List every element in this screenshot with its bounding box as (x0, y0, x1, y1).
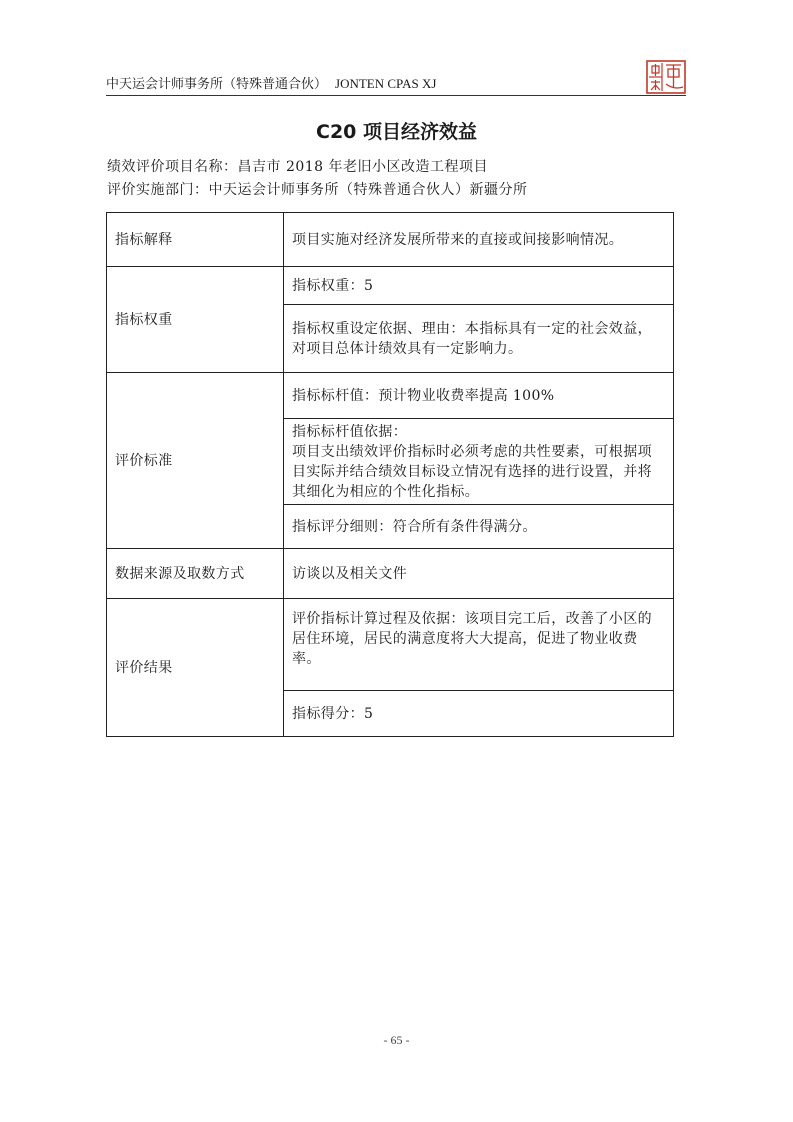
criteria-basis-text: 项目支出绩效评价指标时必须考虑的共性要素，可根据项目实际并结合绩效目标设立情况有选择的进行设置，并将其细化为相应的个性化指标。 (292, 443, 652, 500)
value-result-process: 评价指标计算过程及依据：该项目完工后，改善了小区的居住环境，居民的满意度将大大提高，促进了物业收费率。 (284, 599, 674, 691)
value-result-score: 指标得分：5 (284, 691, 674, 737)
value-data-source: 访谈以及相关文件 (284, 549, 674, 599)
row-data-source (107, 549, 674, 599)
header-firm (106, 73, 436, 92)
page-header (106, 68, 686, 94)
value-weight-basis: 指标权重设定依据、理由：本指标具有一定的社会效益，对项目总体计绩效具有一定影响力。 (284, 305, 674, 373)
criteria-basis-title: 指标标杆值依据： (292, 423, 408, 440)
page-title: C20 项目经济效益 (316, 121, 477, 143)
value-criteria-scoring: 指标评分细则：符合所有条件得满分。 (284, 505, 674, 549)
evaluation-table (106, 212, 674, 737)
label-evaluation-result: 评价结果 (107, 599, 284, 737)
seal-logo-icon (646, 60, 686, 94)
value-criteria-basis (284, 419, 674, 505)
label-evaluation-criteria: 评价标准 (107, 373, 284, 549)
value-criteria-target: 指标标杆值：预计物业收费率提高 100% (284, 373, 674, 419)
header-divider (106, 95, 686, 96)
label-data-source: 数据来源及取数方式 (107, 549, 284, 599)
project-name-line: 绩效评价项目名称：昌吉市 2018 年老旧小区改造工程项目 (107, 159, 489, 175)
row-result-process (107, 599, 674, 691)
header-firm-en: JONTEN CPAS XJ (335, 76, 437, 91)
label-indicator-explanation: 指标解释 (107, 213, 284, 267)
value-indicator-explanation: 项目实施对经济发展所带来的直接或间接影响情况。 (284, 213, 674, 267)
value-indicator-weight: 指标权重：5 (284, 267, 674, 305)
header-firm-cn: 中天运会计师事务所（特殊普通合伙） (106, 77, 328, 92)
row-criteria-target (107, 373, 674, 419)
row-indicator-weight (107, 267, 674, 305)
page-number: - 65 - (383, 1033, 410, 1047)
evaluation-dept-line: 评价实施部门：中天运会计师事务所（特殊普通合伙人）新疆分所 (107, 182, 528, 198)
row-indicator-explanation (107, 213, 674, 267)
label-indicator-weight: 指标权重 (107, 267, 284, 373)
